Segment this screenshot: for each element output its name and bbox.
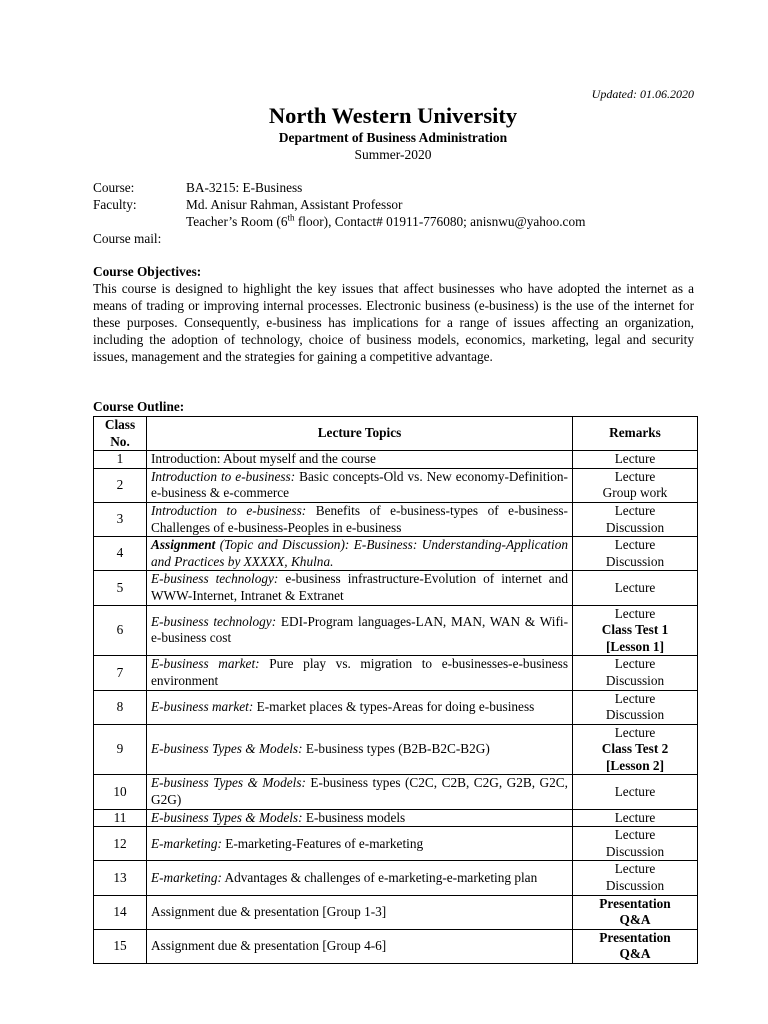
topic-segment: E-business market: [151, 698, 254, 714]
lecture-topic [147, 827, 573, 861]
class-number: 12 [94, 827, 147, 861]
remark-line: Lecture [614, 827, 656, 843]
table-row [94, 861, 698, 895]
topic-segment: E-business types (C2C, C2B, C2G, G2B, G2C, G2G) [151, 775, 568, 808]
remarks-cell [573, 775, 698, 809]
remark-line: Lecture [614, 579, 656, 595]
class-number: 7 [94, 656, 147, 690]
remark-line: Group work [602, 485, 668, 501]
remark-line: Lecture [614, 783, 656, 799]
table-row [94, 451, 698, 469]
lecture-topic [147, 468, 573, 502]
remark-line: Discussion [605, 519, 665, 535]
topic-segment: Pure play vs. migration to e-businesses-e-business environment [151, 656, 568, 688]
class-number: 6 [94, 605, 147, 656]
remark-line: Q&A [619, 946, 651, 962]
topic-segment: Basic concepts-Old vs. New economy-Definition-e-business & e-commerce [151, 468, 568, 501]
remark-line: Lecture [614, 468, 656, 484]
remarks-cell [573, 571, 698, 605]
remark-line: Presentation [599, 895, 671, 911]
course-label: Course: [93, 180, 135, 195]
col-header-class-no: Class No. [94, 417, 147, 451]
topic-segment: (Topic and Discussion): E-Business: Understanding-Application and Practices by XXXXX, Khulna. [151, 537, 568, 569]
remarks-cell [573, 656, 698, 690]
university-title: North Western University [268, 103, 518, 128]
objectives-text: This course is designed to highlight the key issues that affect businesses who have adopted the internet as a means of trading or improving internal processes. Electronic business (e-business) is the use of the internet for these purposes. Consequently, e-business has implications for a range of issues affecting an organization, including the adoption of technology, choice of business models, economics, marketing, legal and security issues, management and the strategies for gaining a competitive advantage. [93, 281, 694, 364]
class-number: 1 [94, 451, 147, 469]
class-number: 2 [94, 468, 147, 502]
remark-line: Discussion [605, 707, 665, 723]
table-row [94, 537, 698, 571]
course-mail-label: Course mail: [93, 231, 162, 246]
topic-segment: Assignment [151, 537, 216, 553]
class-number: 4 [94, 537, 147, 571]
remark-line: Class Test 2 [601, 741, 669, 757]
lecture-topic [147, 929, 573, 963]
room-sup: th [287, 212, 295, 223]
class-number: 10 [94, 775, 147, 809]
outline-heading: Course Outline: [93, 399, 185, 414]
lecture-topic [147, 451, 573, 469]
table-row [94, 690, 698, 724]
col-header-topics: Lecture Topics [147, 417, 573, 451]
lecture-topic [147, 724, 573, 775]
faculty-label: Faculty: [93, 197, 137, 212]
faculty-name: Md. Anisur Rahman, Assistant Professor [186, 197, 403, 212]
lecture-topic [147, 690, 573, 724]
remark-line: Presentation [599, 929, 671, 945]
remark-line: Class Test 1 [601, 622, 669, 638]
lecture-topic [147, 605, 573, 656]
class-number: 8 [94, 690, 147, 724]
remarks-cell [573, 468, 698, 502]
remark-line: Lecture [614, 724, 656, 740]
faculty-contact [186, 214, 585, 230]
remarks-cell [573, 861, 698, 895]
lecture-topic [147, 571, 573, 605]
remark-line: Lecture [614, 656, 656, 672]
topic-segment: E-business Types & Models: [151, 741, 303, 757]
remark-line: Lecture [614, 451, 656, 467]
remark-line: Lecture [614, 809, 656, 825]
topic-segment: E-business technology: [151, 571, 279, 587]
remark-line: Lecture [614, 690, 656, 706]
table-row [94, 724, 698, 775]
class-number: 11 [94, 809, 147, 827]
topic-segment: Introduction to e-business: [151, 468, 296, 484]
topic-segment: Assignment due & presentation [Group 4-6] [151, 938, 387, 954]
remark-line: Lecture [614, 861, 656, 877]
topic-segment: E-business technology: [151, 613, 277, 629]
topic-segment: E-marketing: [151, 835, 222, 851]
topic-segment: E-marketing: [151, 869, 222, 885]
table-row [94, 827, 698, 861]
topic-segment: Advantages & challenges of e-marketing-e-marketing plan [221, 869, 538, 885]
class-number: 9 [94, 724, 147, 775]
class-number: 13 [94, 861, 147, 895]
table-row [94, 929, 698, 963]
remarks-cell [573, 827, 698, 861]
remarks-cell [573, 724, 698, 775]
lecture-topic [147, 537, 573, 571]
topic-segment: Assignment due & presentation [Group 1-3] [151, 903, 387, 919]
remarks-cell [573, 929, 698, 963]
table-row [94, 468, 698, 502]
remark-line: Discussion [605, 553, 665, 569]
table-row [94, 809, 698, 827]
remarks-cell [573, 537, 698, 571]
topic-segment: Introduction: About myself and the course [151, 451, 376, 467]
table-header-row [94, 417, 698, 451]
topic-segment: E-market places & types-Areas for doing e-business [253, 698, 535, 714]
class-number: 15 [94, 929, 147, 963]
lecture-topic [147, 809, 573, 827]
lecture-topic [147, 775, 573, 809]
lecture-topic [147, 861, 573, 895]
remarks-cell [573, 690, 698, 724]
topic-segment: E-marketing-Features of e-marketing [221, 835, 424, 851]
remark-line: Lecture [614, 537, 656, 553]
room-prefix: Teacher’s Room (6 [186, 214, 288, 229]
table-row [94, 502, 698, 536]
col-header-remarks: Remarks [573, 417, 698, 451]
remark-line: Lecture [614, 502, 656, 518]
remarks-cell [573, 502, 698, 536]
table-row [94, 605, 698, 656]
topic-segment: Introduction to e-business: [151, 502, 307, 518]
term-label: Summer-2020 [354, 147, 432, 162]
table-row [94, 775, 698, 809]
remarks-cell [573, 895, 698, 929]
topic-segment: EDI-Program languages-LAN, MAN, WAN & Wifi-e-business cost [151, 613, 568, 646]
updated-date: Updated: 01.06.2020 [591, 87, 694, 101]
topic-segment: E-business types (B2B-B2C-B2G) [302, 741, 490, 757]
topic-segment: E-business Types & Models: [151, 809, 303, 825]
remark-line: Discussion [605, 672, 665, 688]
remarks-cell [573, 451, 698, 469]
table-row [94, 571, 698, 605]
class-number: 14 [94, 895, 147, 929]
table-row [94, 656, 698, 690]
topic-segment: e-business infrastructure-Evolution of internet and WWW-Internet, Intranet & Extranet [151, 571, 568, 603]
class-number: 3 [94, 502, 147, 536]
lecture-topic [147, 656, 573, 690]
topic-segment: E-business market: [151, 656, 260, 672]
objectives-heading: Course Objectives: [93, 264, 202, 279]
topic-segment: Benefits of e-business-types of e-business-Challenges of e-business-Peoples in e-business [151, 502, 568, 535]
lecture-topic [147, 502, 573, 536]
topic-segment: E-business models [302, 809, 406, 825]
remark-line: [Lesson 1] [606, 638, 664, 654]
course-outline-table [93, 416, 698, 964]
topic-segment: E-business Types & Models: [151, 775, 306, 791]
table-body [94, 451, 698, 964]
remark-line: Discussion [605, 878, 665, 894]
remarks-cell [573, 809, 698, 827]
remark-line: Lecture [614, 605, 656, 621]
course-value: BA-3215: E-Business [186, 180, 303, 195]
remark-line: Q&A [619, 912, 651, 928]
department-name: Department of Business Administration [278, 130, 508, 145]
table-row [94, 895, 698, 929]
remark-line: [Lesson 2] [606, 757, 664, 773]
class-number: 5 [94, 571, 147, 605]
lecture-topic [147, 895, 573, 929]
remarks-cell [573, 605, 698, 656]
room-suffix: floor), Contact# 01911-776080; anisnwu@yahoo.com [294, 214, 586, 229]
remark-line: Discussion [605, 843, 665, 859]
